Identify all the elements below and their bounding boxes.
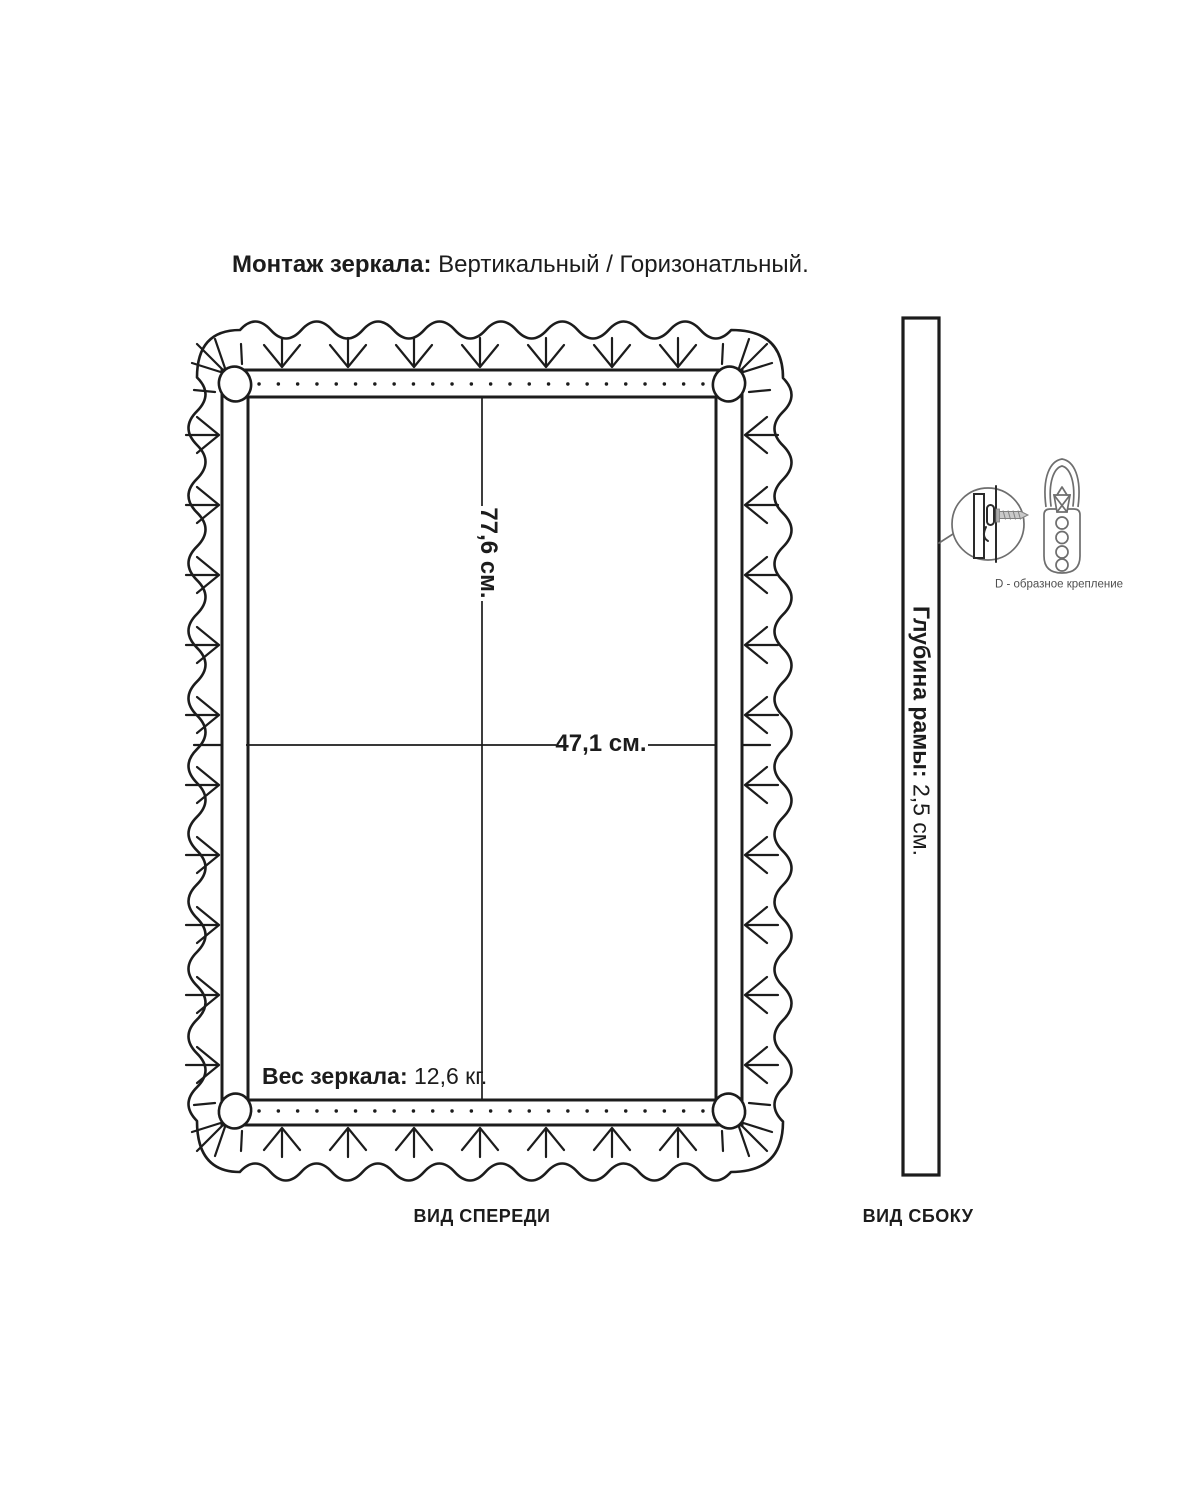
frame-depth-bold: Глубина рамы:: [908, 605, 935, 778]
callout-magnifier: [952, 486, 1028, 562]
mounting-title: [232, 252, 809, 278]
wavy-frame-border: [189, 322, 792, 1181]
frame-depth-label: [908, 606, 933, 856]
front-view-caption: ВИД СПЕРЕДИ: [413, 1206, 551, 1227]
mounting-title-bold: Монтаж зеркала:: [232, 251, 432, 278]
side-view-caption: ВИД СБОКУ: [862, 1206, 974, 1227]
mounting-title-rest: Вертикальный / Горизонатльный.: [431, 251, 809, 278]
callout-leader-line: [939, 534, 953, 543]
d-ring-icon: [1044, 459, 1080, 573]
d-ring-mount-label: D - образное крепление: [994, 578, 1124, 591]
height-dimension-label: 77,6 см.: [475, 507, 503, 599]
mirror-weight-bold: Вес зеркала:: [262, 1063, 408, 1089]
front-view-drawing: [186, 322, 792, 1181]
mirror-weight-value: 12,6 кг.: [407, 1063, 488, 1089]
frame-depth-value: 2,5 см.: [908, 777, 935, 857]
width-dimension-label: 47,1 см.: [555, 729, 647, 757]
mirror-weight-label: [262, 1064, 487, 1089]
